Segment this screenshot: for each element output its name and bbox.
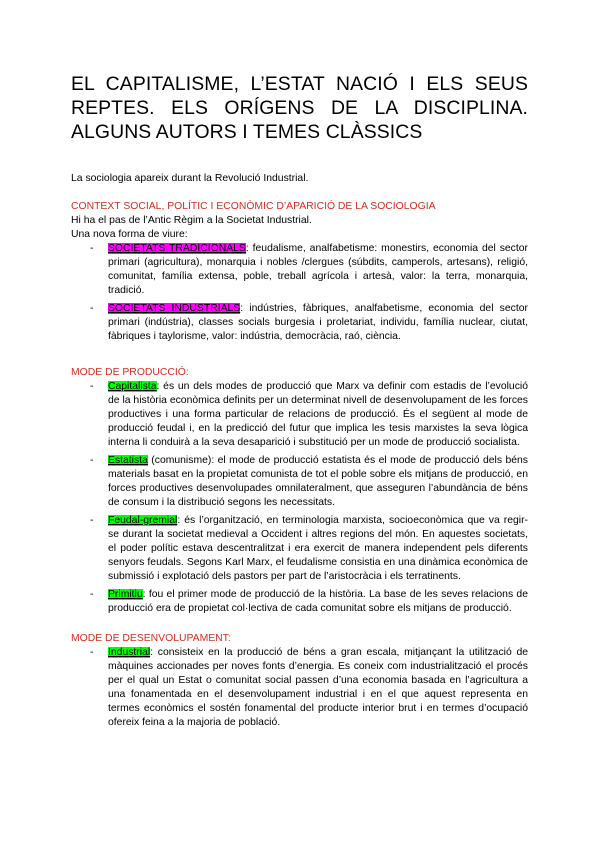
list-item: [71, 588, 528, 616]
highlighted-term: Feudal-gremial: [108, 515, 178, 526]
item-text: : és un dels modes de producció que Marx va definir com estadis de l’evolució de la història econòmica definits per un determinat nivell de desenvolupament de les forces productives i una forma particular de relacions de producció. És el següent al mode de producció feudal i, en la predicció del futur que implica les tesis marxistes la seva lògica interna li conduirà a la seva desaparició i substitució per un mode de producció socialista.: [108, 381, 528, 448]
list-item: [71, 302, 528, 344]
context-line-1: Hi ha el pas de l’Antic Règim a la Societat Industrial.: [71, 215, 312, 226]
highlighted-term: SOCIETATS INDUSTRIALS: [108, 303, 241, 314]
section-heading-mode-produccio: MODE DE PRODUCCIÓ:: [71, 367, 189, 378]
item-text: : consisteix en la producció de béns a gran escala, mitjançant la utilització de màquines accionades per noves fonts d’energia. Es coneix com industrialització el procés per el qual un Estat o comunitat social passen d’una economia basada en l’agricultura a una fonamentada en el desenvolupament industrial i en el que aquest representa en termes econòmics el sostén fonamental del producte interior brut i en termes d’ocupació ofereix feina a la majoria de població.: [108, 647, 528, 728]
section-context: [71, 200, 528, 344]
page-title: EL CAPITALISME, L’ESTAT NACIÓ I ELS SEUS REPTES. ELS ORÍGENS DE LA DISCIPLINA. ALGUNS AUTORS I TEMES CLÀSSICS: [71, 73, 528, 143]
mode-desenvolupament-list: [71, 646, 528, 730]
section-mode-desenvolupament: [71, 632, 528, 730]
highlighted-term: Estatista: [108, 455, 148, 466]
item-text: : fou el primer mode de producció de la història. La base de les seves relacions de producció era de propietat col·lectiva de cada comunitat sobre els mitjans de producció.: [108, 589, 528, 614]
list-item: [71, 646, 528, 730]
section-heading-context: CONTEXT SOCIAL, POLÍTIC I ECONÒMIC D’APARICIÓ DE LA SOCIOLOGIA: [71, 201, 436, 212]
list-item: [71, 380, 528, 450]
highlighted-term: SOCIETATS TRADICIONALS: [108, 243, 246, 254]
section-heading-mode-desenvolupament: MODE DE DESENVOLUPAMENT:: [71, 633, 231, 644]
highlighted-term: Capitalista: [108, 381, 157, 392]
intro-text: La sociologia apareix durant la Revolució Industrial.: [71, 173, 309, 184]
list-item: [71, 242, 528, 298]
item-text: : indústries, fàbriques, analfabetisme, economia del sector primari (indústria), classes socials burgesia i proletariat, individu, família nuclear, ciutat, fàbriques i taylorisme, valor: indústria, democràcia, raó, ciència.: [108, 303, 528, 342]
list-item: [71, 454, 528, 510]
item-text: : feudalisme, analfabetisme: monestirs, economia del sector primari (agricultura), monarquia i nobles /clergues (súbdits, camperols, artesans), religió, comunitat, família extensa, poble, treball agrícola i artesà, valor: la terra, monarquia, tradició.: [108, 243, 529, 296]
context-line-2: Una nova forma de viure:: [71, 229, 188, 240]
context-list: [71, 242, 528, 344]
highlighted-term: Primitiu: [108, 589, 143, 600]
item-text: (comunisme): el mode de producció estatista és el mode de producció dels béns materials basat en la propietat comunista de tot el poble sobre els mitjans de producció, en forces productives desenvolupades omnilateralment, que asseguren l’abundància de béns de consum i la distribució segons les necessitats.: [108, 455, 528, 508]
highlighted-term: Industrial: [108, 647, 151, 658]
mode-produccio-list: [71, 380, 528, 616]
section-mode-produccio: [71, 366, 528, 616]
list-item: [71, 514, 528, 584]
item-text: : és l’organització, en terminologia marxista, socioeconòmica que va regir-se durant la societat medieval a Occident i altres regions del món. En aquestes societats, el poder polític estava descentralitzat i era exercit de manera independent pels diferents senyors feudals. Segons Karl Marx, el feudalisme consistia en una dinàmica econòmica de submissió i explotació dels pastors per part de l’aristocràcia i els terratinents.: [108, 515, 528, 582]
